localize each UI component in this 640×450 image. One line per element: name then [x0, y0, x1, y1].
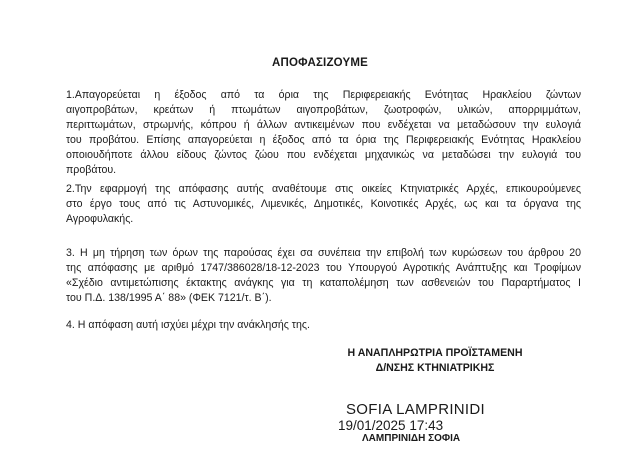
paragraph-3: [66, 246, 581, 306]
paragraph-line: 3. Η μη τήρηση των όρων της παρούσας έχει σα συνέπεια την επιβολή των κυρώσεων του άρθρου 20: [66, 247, 581, 259]
signature-title-line-2: Δ/ΝΣΗΣ ΚΤΗΝΙΑΤΡΙΚΗΣ: [375, 362, 495, 374]
paragraph-line: του προβάτου. Επίσης απαγορεύεται η έξοδος από τα όρια της Περιφερειακής Ενότητας Ηρακλείου: [66, 134, 581, 146]
paragraph-line: 4. Η απόφαση αυτή ισχύει μέχρι την ανάκλησής της.: [66, 319, 310, 331]
paragraph-line: Αγροφυλακής.: [66, 213, 134, 225]
signature-title-line-1: Η ΑΝΑΠΛΗΡΩΤΡΙΑ ΠΡΟΪΣΤΑΜΕΝΗ: [347, 347, 523, 359]
paragraph-line: 1.Απαγορεύεται η έξοδος από τα όρια της Περιφερειακής Ενότητας Ηρακλείου ζώντων: [66, 89, 581, 101]
decision-heading: ΑΠΟΦΑΣΙΖΟΥΜΕ: [271, 57, 369, 69]
paragraph-line: της απόφασης με αριθμό 1747/386028/18-12-2023 του Υπουργού Αγροτικής Ανάπτυξης και Τροφίμων: [66, 262, 581, 274]
paragraph-2: [66, 182, 581, 227]
signer-name-greek: ΛΑΜΠΡΙΝΙΔΗ ΣΟΦΙΑ: [362, 433, 461, 444]
signed-datetime: 19/01/2025 17:43: [338, 418, 444, 433]
paragraph-line: στο έργο τους από τις Αστυνομικές, Λιμενικές, Δημοτικές, Κοινοτικές Αρχές, ως και τα όργανα της: [66, 198, 581, 210]
paragraph-line: «Σχέδιο αντιμετώπισης έκτακτης ανάγκης για τη καταπολέμηση των ασθενειών του Παραρτήματος Ι: [66, 277, 581, 289]
signer-name-latin: SOFIA LAMPRINIDI: [346, 401, 485, 418]
paragraph-line: 2.Την εφαρμογή της απόφασης αυτής αναθέτουμε στις οικείες Κτηνιατρικές Αρχές, επικουρούμενες: [66, 183, 581, 195]
paragraph-4: [66, 318, 581, 333]
paragraph-line: αιγοπροβάτων, κρεάτων ή πτωμάτων αιγοπροβάτων, ζωοτροφών, υλικών, απορριμμάτων,: [66, 104, 581, 116]
paragraph-line: του Π.Δ. 138/1995 Α΄ 88» (ΦΕΚ 7121/τ. Β΄).: [66, 292, 272, 304]
paragraph-line: προβάτου.: [66, 164, 117, 176]
paragraph-line: οποιουδήποτε άλλου είδους ζώντος ζώου που ενδέχεται μηχανικώς να μεταδώσει την ευλογιά του: [66, 149, 581, 161]
paragraph-line: περιττωμάτων, στρωμνής, κόπρου ή άλλων αντικειμένων που ενδέχεται να μεταδώσουν την ευλογιά: [66, 119, 581, 131]
paragraph-1: [66, 88, 581, 178]
